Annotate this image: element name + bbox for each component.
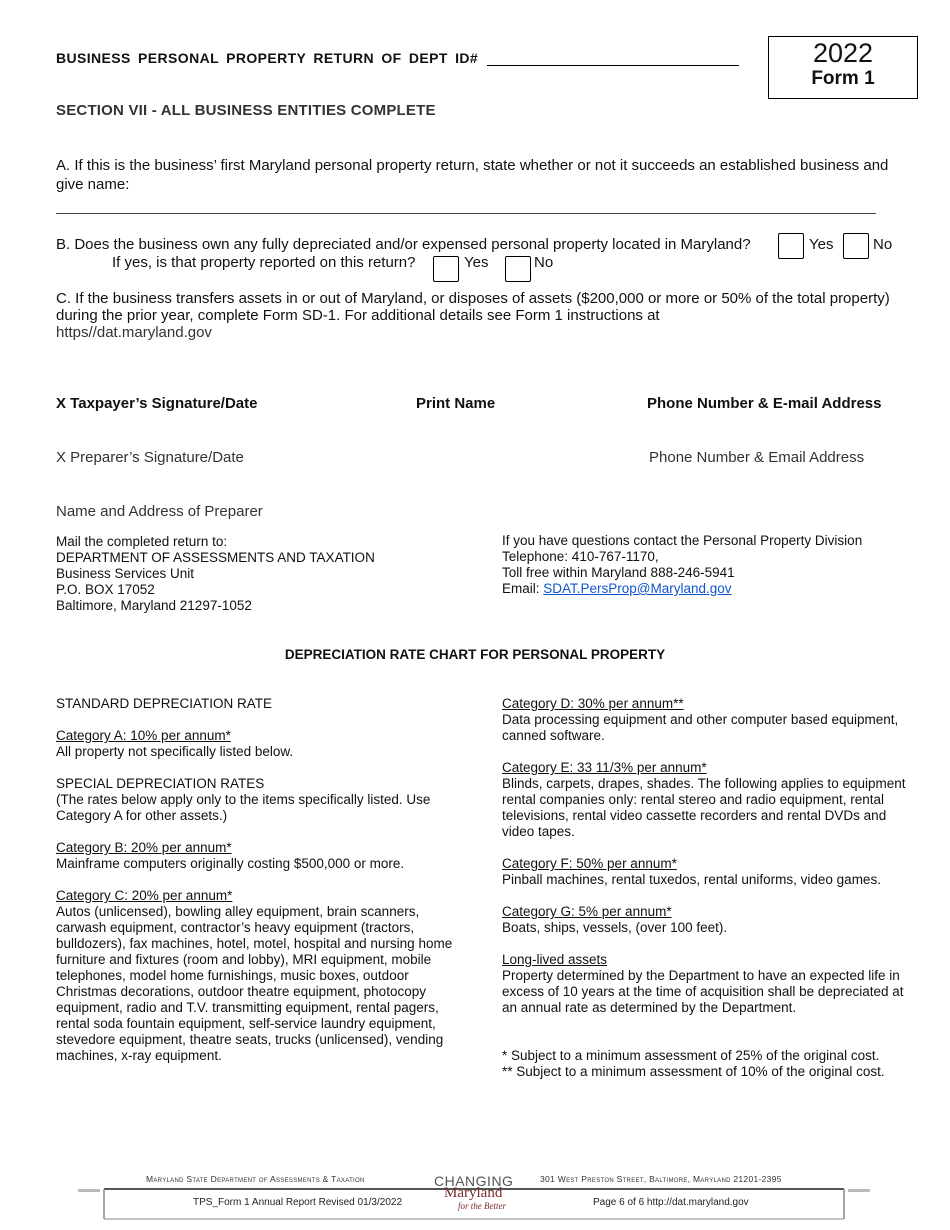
standard-heading: STANDARD DEPRECIATION RATE — [56, 696, 273, 711]
footnote-10: ** Subject to a minimum assessment of 10% of the original cost. — [502, 1064, 885, 1079]
logo-changing: CHANGING — [434, 1173, 514, 1189]
category-f — [502, 856, 920, 888]
email-label: Email: — [502, 581, 540, 596]
category-d — [502, 696, 920, 744]
category-c — [56, 888, 456, 1064]
mail-line: Business Services Unit — [56, 566, 195, 581]
question-b: B. Does the business own any fully depreciated and/or expensed personal property located in Maryland? — [56, 236, 751, 253]
mail-line: P.O. BOX 17052 — [56, 582, 155, 597]
contact-line: If you have questions contact the Personal Property Division — [502, 533, 863, 548]
category-g-heading: Category G: 5% per annum* — [502, 904, 672, 919]
footer-address: 301 West Preston Street, Baltimore, Maryland 21201-2395 — [540, 1174, 782, 1184]
mail-line: DEPARTMENT OF ASSESSMENTS AND TAXATION — [56, 550, 375, 565]
question-b-yes-label: Yes — [809, 236, 834, 253]
question-a: A. If this is the business’ first Maryland personal property return, state whether or not it succeeds an established business and give name: — [56, 157, 889, 193]
footer-report: TPS_Form 1 Annual Report Revised 01/3/2022 — [193, 1197, 403, 1208]
contact-tollfree: Toll free within Maryland 888-246-5941 — [502, 565, 735, 580]
predecessor-name-field[interactable] — [56, 213, 876, 214]
footer-page: Page 6 of 6 http://dat.maryland.gov — [593, 1197, 749, 1208]
preparer-phone-label: Phone Number & Email Address — [649, 449, 865, 466]
contact-info — [502, 533, 862, 597]
phone-email-label: Phone Number & E-mail Address — [647, 395, 882, 412]
category-e-heading: Category E: 33 11/3% per annum* — [502, 760, 707, 775]
logo-tagline: for the Better — [458, 1201, 506, 1211]
long-lived — [502, 952, 920, 1016]
category-a — [56, 728, 456, 760]
chart-left-column — [56, 696, 456, 1080]
form-number: Form 1 — [811, 68, 875, 89]
question-b-no-label: No — [873, 236, 893, 253]
category-e — [502, 760, 920, 840]
form-title: BUSINESS PERSONAL PROPERTY RETURN OF DEPT ID# — [56, 50, 479, 66]
question-b-sub-yes-label: Yes — [464, 254, 489, 271]
special-body: (The rates below apply only to the items specifically listed. Use Category A for other assets.) — [56, 792, 431, 823]
category-e-body: Blinds, carpets, drapes, shades. The following applies to equipment rental companies only: rental stereo and radio equipment, rental televisions, rental video cassette recorders and rental DVDs and video tapes. — [502, 776, 906, 839]
year-box — [768, 36, 918, 99]
question-b-sub: If yes, is that property reported on this return? — [112, 254, 416, 271]
category-g — [502, 904, 920, 936]
taxpayer-signature-label: X Taxpayer’s Signature/Date — [56, 395, 258, 412]
preparer-signature-label: X Preparer’s Signature/Date — [56, 449, 244, 466]
dept-id-field[interactable] — [487, 65, 739, 66]
category-f-heading: Category F: 50% per annum* — [502, 856, 677, 871]
question-c-url[interactable]: https//dat.maryland.gov — [56, 324, 212, 341]
mail-line: Baltimore, Maryland 21297-1052 — [56, 598, 252, 613]
contact-phone: Telephone: 410-767-1170, — [502, 549, 659, 564]
question-b-no-checkbox[interactable] — [843, 233, 869, 259]
tax-year: 2022 — [812, 38, 874, 68]
category-b-heading: Category B: 20% per annum* — [56, 840, 232, 855]
logo-maryland: Maryland — [444, 1185, 503, 1201]
special-heading: SPECIAL DEPRECIATION RATES — [56, 776, 265, 791]
special-rates — [56, 776, 456, 824]
footer-agency: Maryland State Department of Assessments & Taxation — [146, 1174, 365, 1184]
mail-line: Mail the completed return to: — [56, 534, 228, 549]
category-d-heading: Category D: 30% per annum** — [502, 696, 684, 711]
preparer-name-address-label: Name and Address of Preparer — [56, 503, 263, 520]
category-b-body: Mainframe computers originally costing $500,000 or more. — [56, 856, 405, 871]
chart-title: DEPRECIATION RATE CHART FOR PERSONAL PROPERTY — [284, 647, 666, 662]
chart-right-column — [502, 696, 920, 1080]
question-b-sub-yes-checkbox[interactable] — [433, 256, 459, 282]
category-d-body: Data processing equipment and other computer based equipment, canned software. — [502, 712, 899, 743]
category-c-body: Autos (unlicensed), bowling alley equipment, brain scanners, carwash equipment, contractor’s heavy equipment (tractors, bulldozers), fax machines, hotel, motel, hospital and nursing home furniture and fixtures (room and lobby), MRI equipment, mobile telephones, model home furnishings, music boxes, outdoor Christmas decorations, outdoor theatre equipment, photocopy equipment, radio and T.V. transmitting equipment, rental pagers, rental soda fountain equipment, self-service laundry equipment, stevedore equipment, theatre seats, trucks (unlicensed), vending machines, x-ray equipment. — [56, 904, 453, 1063]
question-c — [56, 290, 906, 341]
section-title: SECTION VII - ALL BUSINESS ENTITIES COMPLETE — [56, 102, 436, 119]
category-a-heading: Category A: 10% per annum* — [56, 728, 231, 743]
footnote-25: * Subject to a minimum assessment of 25% of the original cost. — [502, 1048, 880, 1063]
category-c-heading: Category C: 20% per annum* — [56, 888, 233, 903]
category-g-body: Boats, ships, vessels, (over 100 feet). — [502, 920, 728, 935]
email-link[interactable]: SDAT.PersProp@Maryland.gov — [543, 581, 732, 596]
question-b-yes-checkbox[interactable] — [778, 233, 804, 259]
question-b-sub-no-checkbox[interactable] — [505, 256, 531, 282]
category-a-body: All property not specifically listed below. — [56, 744, 294, 759]
long-lived-heading: Long-lived assets — [502, 952, 608, 967]
print-name-label: Print Name — [416, 395, 496, 412]
question-b-sub-no-label: No — [534, 254, 554, 271]
mailing-address — [56, 534, 375, 614]
long-lived-body: Property determined by the Department to have an expected life in excess of 10 years at the time of acquisition shall be depreciated at an annual rate as determined by the Department. — [502, 968, 904, 1015]
question-c-text: C. If the business transfers assets in or out of Maryland, or disposes of assets ($200,000 or more or 50% of the total property) during the prior year, complete Form SD-1. For additional details see Form 1 instructions at — [56, 290, 890, 324]
category-b — [56, 840, 456, 872]
contact-email-row — [502, 581, 862, 597]
category-f-body: Pinball machines, rental tuxedos, rental uniforms, video games. — [502, 872, 881, 887]
